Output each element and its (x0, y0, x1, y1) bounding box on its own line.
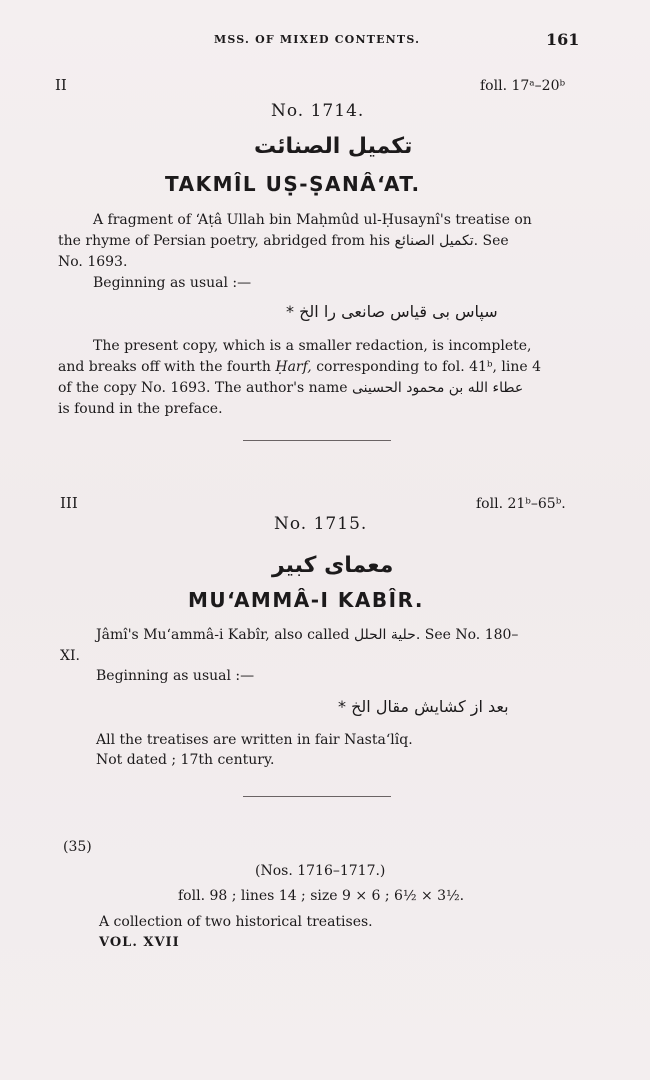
entry-collection-description: A collection of two historical treatises. (99, 914, 373, 930)
entry-1715-beginning-label: Beginning as usual :— (96, 668, 255, 684)
para1-line2-post: . See (473, 233, 509, 249)
entry-1715-para1-line1 (96, 625, 518, 646)
para1-line2-text: the rhyme of Persian poetry, abridged from his (58, 233, 391, 249)
entry-1714-para1-line1: A fragment of ‘Aṭâ Ullah bin Maḥmûd ul-Ḥusaynî's treatise on (93, 212, 532, 228)
entry-1715-para1-line2: XI. (60, 648, 80, 664)
entry-1715-roman: III (60, 494, 78, 512)
entry-1714-beginning-arabic: سپاس بی قیاس صانعی را الخ * (286, 302, 498, 321)
entry-1715-arabic-title: معمای کبیر (272, 553, 394, 578)
entry-physical-description: foll. 98 ; lines 14 ; size 9 × 6 ; 6½ × 3½. (178, 888, 465, 904)
para2-line2-italic: Ḥarf, (275, 359, 312, 375)
entry-1714-beginning-label: Beginning as usual :— (93, 275, 252, 291)
signature-mark: (35) (63, 839, 92, 855)
entry-1714-para1-line3: No. 1693. (58, 254, 128, 270)
entry-1715-line-a: All the treatises are written in fair Nasta‘lîq. (96, 732, 413, 748)
entry-1714-para1-line2 (58, 231, 509, 252)
para2-line3-arabic: عطاء الله بن محمود الحسینی (351, 380, 524, 396)
para2-line2-post: corresponding to fol. 41ᵇ, line 4 (316, 359, 542, 375)
entry-1714-para2-line3 (58, 378, 523, 399)
para2-line3-pre: of the copy No. 1693. The author's name (58, 380, 348, 396)
entry-nos-range: (Nos. 1716–1717.) (255, 863, 386, 879)
running-header: MSS. OF MIXED CONTENTS. (214, 33, 421, 46)
entry2-line1-post: . See No. 180– (415, 627, 519, 643)
entry-1714-folios: foll. 17ᵃ–20ᵇ (480, 78, 566, 94)
para2-line2-pre: and breaks off with the fourth (58, 359, 271, 375)
entry-1714-number: No. 1714. (271, 101, 365, 121)
volume-signature: VOL. XVII (99, 935, 180, 950)
section-divider-1 (243, 440, 391, 441)
entry-1714-para2-line4: is found in the preface. (58, 401, 223, 417)
entry-1715-title: MU‘AMMÂ-I KABÎR. (188, 588, 424, 612)
entry-1714-title: TAKMÎL UṢ-ṢANÂ‘AT. (165, 172, 421, 196)
page-number: 161 (546, 30, 580, 49)
entry-1714-arabic-title: تکمیل الصنائت (254, 134, 413, 159)
entry-1715-line-b: Not dated ; 17th century. (96, 752, 275, 768)
entry2-line1-pre: Jâmî's Mu‘ammâ-i Kabîr, also called (96, 627, 350, 643)
section-divider-2 (243, 796, 391, 797)
para1-line2-arabic: تکمیل الصنائع (394, 233, 474, 249)
entry-1714-roman: II (55, 76, 67, 94)
entry-1714-para2-line2 (58, 357, 541, 378)
entry2-line1-arabic: حلیة الحلل (353, 627, 416, 643)
entry-1715-folios: foll. 21ᵇ–65ᵇ. (476, 496, 566, 512)
entry-1715-number: No. 1715. (274, 514, 368, 534)
entry-1714-para2-line1: The present copy, which is a smaller redaction, is incomplete, (93, 338, 532, 354)
entry-1715-beginning-arabic: بعد از کشایش مقال الخ * (338, 697, 509, 716)
